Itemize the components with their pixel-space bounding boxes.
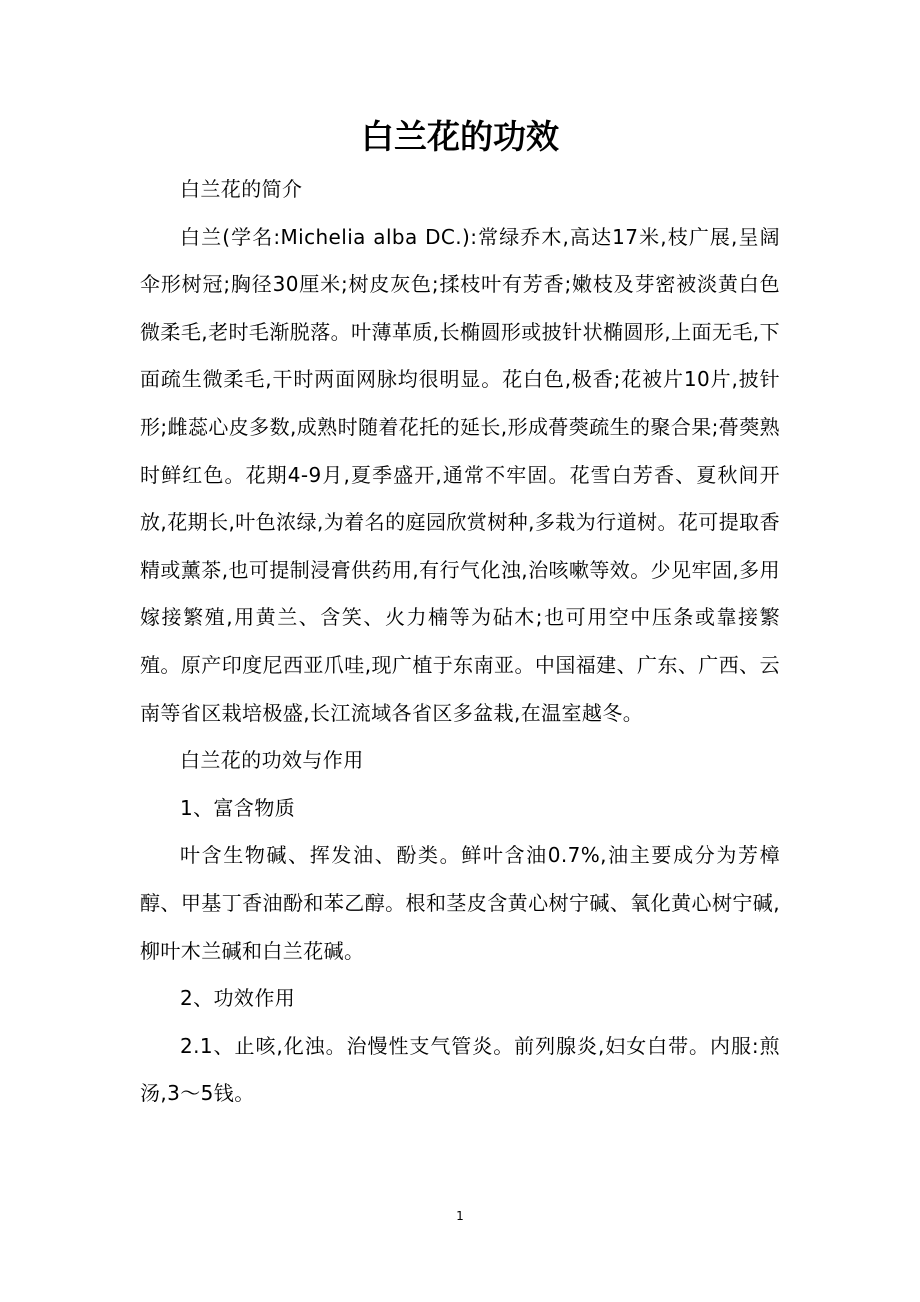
paragraph-substances: 叶含生物碱、挥发油、酚类。鲜叶含油0.7%,油主要成分为芳樟醇、甲基丁香油酚和苯乙醇。根和茎皮含黄心树宁碱、氧化黄心树宁碱,柳叶木兰碱和白兰花碱。	[140, 843, 780, 963]
paragraph-description: 白兰(学名:Michelia alba DC.):常绿乔木,高达17米,枝广展,呈阔伞形树冠;胸径30厘米;树皮灰色;揉枝叶有芳香;嫩枝及芽密被淡黄白色微柔毛,老时毛渐脱落。叶薄革质,长椭圆形或披针状椭圆形,上面无毛,下面疏生微柔毛,干时两面网脉均很明显。花白色,极香;花被片10片,披针形;雌蕊心皮多数,成熟时随着花托的延长,形成蓇葖疏生的聚合果;蓇葖熟时鲜红色。花期4-9月,夏季盛开,通常不牢固。花雪白芳香、夏秋间开放,花期长,叶色浓绿,为着名的庭园欣赏树种,多栽为行道树。花可提取香精或薰茶,也可提制浸膏供药用,有行气化浊,治咳嗽等效。少见牢固,多用嫁接繁殖,用黄兰、含笑、火力楠等为砧木;也可用空中压条或靠接繁殖。原产印度尼西亚爪哇,现广植于东南亚。中国福建、广东、广西、云南等省区栽培极盛,长江流域各省区多盆栽,在温室越冬。	[140, 224, 780, 725]
subheading-substances: 1、富含物质	[180, 795, 296, 820]
document-body	[140, 166, 780, 1118]
section-heading-effects: 白兰花的功效与作用	[180, 748, 364, 773]
paragraph-function-2-1: 2.1、止咳,化浊。治慢性支气管炎。前列腺炎,妇女白带。内服:煎汤,3～5钱。	[140, 1033, 780, 1106]
page-number: 1	[456, 1209, 464, 1223]
section-heading-intro: 白兰花的简介	[180, 177, 303, 201]
document-title: 白兰花的功效	[361, 117, 559, 156]
subheading-functions: 2、功效作用	[180, 986, 296, 1011]
